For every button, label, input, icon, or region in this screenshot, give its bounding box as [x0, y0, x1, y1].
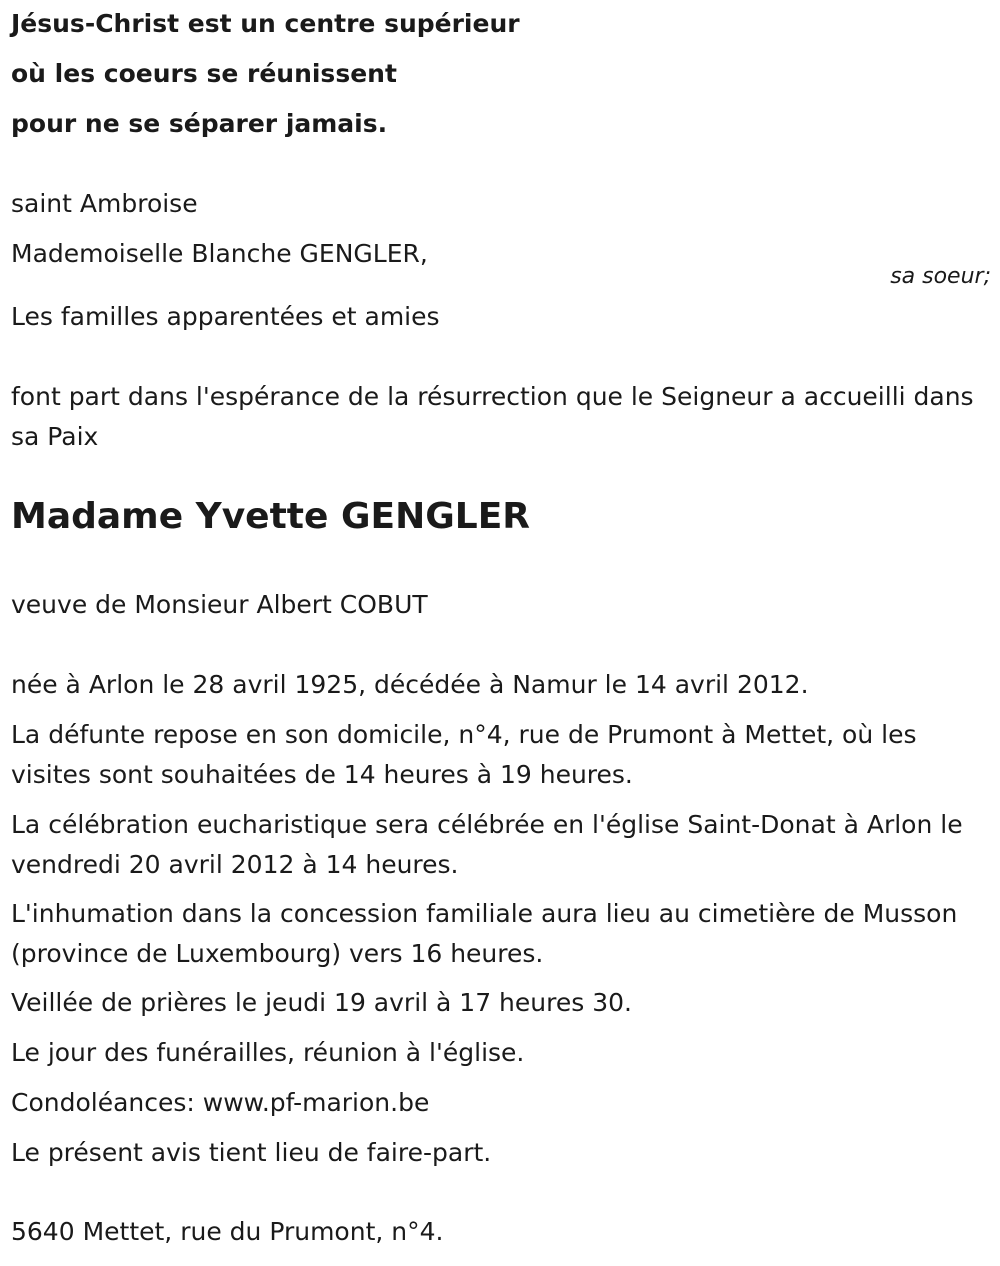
notice-disclaimer: Le présent avis tient lieu de faire-part. [11, 1138, 492, 1167]
quote-line-2: où les coeurs se réunissent [11, 59, 397, 88]
announcement-text: font part dans l'espérance de la résurrection que le Seigneur a accueilli dans sa Paix [11, 382, 974, 451]
sister-relation: sa soeur; [890, 264, 991, 289]
sister-name: Mademoiselle Blanche GENGLER, [11, 239, 428, 268]
address: 5640 Mettet, rue du Prumont, n°4. [11, 1217, 444, 1246]
visitation-info: La défunte repose en son domicile, n°4, rue de Prumont à Mettet, où les visites sont souhaitées de 14 heures à 19 heures. [11, 720, 917, 789]
condolences-link[interactable]: Condoléances: www.pf-marion.be [11, 1088, 430, 1117]
birth-death-dates: née à Arlon le 28 avril 1925, décédée à Namur le 14 avril 2012. [11, 670, 809, 699]
widow-of: veuve de Monsieur Albert COBUT [11, 590, 428, 619]
burial-info: L'inhumation dans la concession familiale aura lieu au cimetière de Musson (province de Luxembourg) vers 16 heures. [11, 899, 958, 968]
funeral-meeting-info: Le jour des funérailles, réunion à l'église. [11, 1038, 525, 1067]
ceremony-info: La célébration eucharistique sera célébrée en l'église Saint-Donat à Arlon le vendredi 20 avril 2012 à 14 heures. [11, 810, 963, 879]
relatives: Les familles apparentées et amies [11, 302, 440, 331]
quote-line-1: Jésus-Christ est un centre supérieur [11, 9, 520, 38]
quote-author: saint Ambroise [11, 189, 198, 218]
quote-line-3: pour ne se séparer jamais. [11, 109, 388, 138]
deceased-name: Madame Yvette GENGLER [11, 496, 531, 537]
vigil-info: Veillée de prières le jeudi 19 avril à 17 heures 30. [11, 988, 632, 1017]
